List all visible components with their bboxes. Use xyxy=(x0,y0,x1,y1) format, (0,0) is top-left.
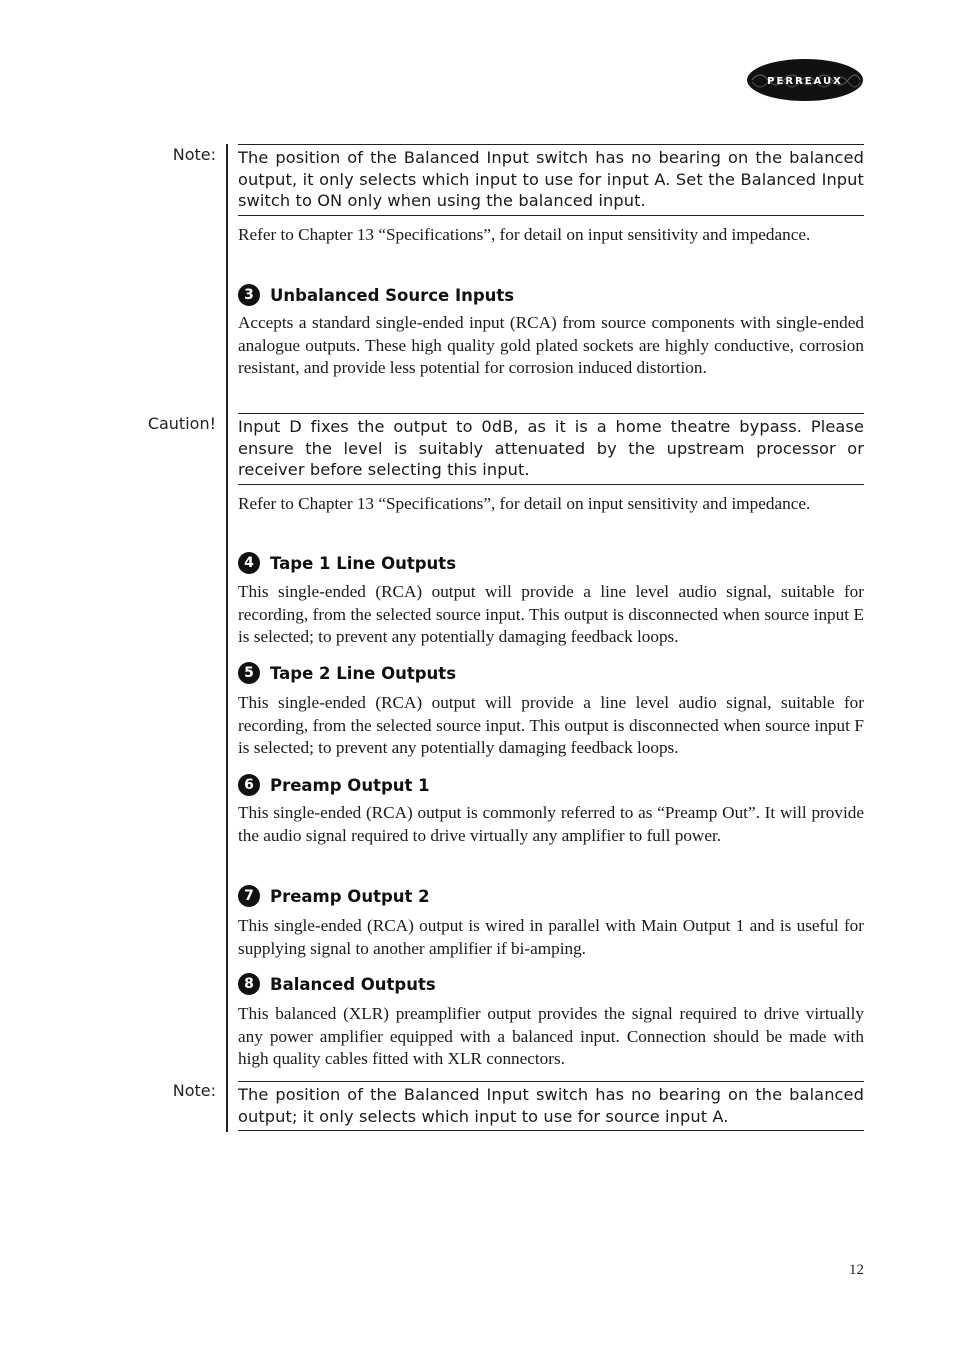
section-heading xyxy=(238,773,864,797)
section-body: This balanced (XLR) preamplifier output provides the signal required to drive virtually any power amplifier equipped with a balanced input. Connection should be made with high quality cables fitted with XLR connectors. xyxy=(238,1004,864,1068)
note-callout: The position of the Balanced Input switch has no bearing on the balanced output, it only selects which input to use for input A. Set the Balanced Input switch to ON only when using the balanced input. xyxy=(238,144,864,216)
margin-rule xyxy=(226,144,228,1132)
section-title: Tape 2 Line Outputs xyxy=(270,663,457,683)
logo-text: PERREAUX xyxy=(767,76,843,87)
section-number-badge: 4 xyxy=(238,552,260,574)
section-heading xyxy=(238,551,864,575)
section-body: This single-ended (RCA) output will provide a line level audio signal, suitable for recording, from the selected source input. This output is disconnected when source input F is selected; to prevent any potentially damaging feedback loops. xyxy=(238,693,864,757)
section-body: This single-ended (RCA) output will provide a line level audio signal, suitable for recording, from the selected source input. This output is disconnected when source input E is selected; to prevent any potentially damaging feedback loops. xyxy=(238,582,864,646)
section-heading xyxy=(238,661,864,685)
side-label-caution: Caution! xyxy=(147,414,216,433)
section-heading xyxy=(238,884,864,908)
section-title: Preamp Output 1 xyxy=(270,775,430,795)
refer-paragraph: Refer to Chapter 13 “Specifications”, for detail on input sensitivity and impedance. xyxy=(238,225,811,244)
section-number-badge: 7 xyxy=(238,885,260,907)
section-title: Preamp Output 2 xyxy=(270,886,430,906)
section-number-badge: 6 xyxy=(238,774,260,796)
section-title: Unbalanced Source Inputs xyxy=(270,285,515,305)
section-title: Balanced Outputs xyxy=(270,974,436,994)
side-label-note: Note: xyxy=(172,145,216,164)
section-body: This single-ended (RCA) output is commonly referred to as “Preamp Out”. It will provide the audio signal required to drive virtually any amplifier to full power. xyxy=(238,803,864,845)
section-title: Tape 1 Line Outputs xyxy=(270,553,457,573)
perreaux-logo xyxy=(746,58,864,102)
section-heading xyxy=(238,283,864,307)
section-body: This single-ended (RCA) output is wired in parallel with Main Output 1 and is useful for supplying signal to another amplifier if bi-amping. xyxy=(238,916,864,958)
side-label-note: Note: xyxy=(172,1081,216,1100)
section-number-badge: 8 xyxy=(238,973,260,995)
page-number: 12 xyxy=(849,1262,864,1278)
section-heading xyxy=(238,972,864,996)
section-body: Accepts a standard single-ended input (RCA) from source components with single-ended analogue outputs. These high quality gold plated sockets are highly conductive, corrosion resistant, and provide less potential for corrosion induced distortion. xyxy=(238,313,864,377)
section-number-badge: 3 xyxy=(238,284,260,306)
caution-callout: Input D fixes the output to 0dB, as it is a home theatre bypass. Please ensure the level is suitably attenuated by the upstream processor or receiver before selecting this input. xyxy=(238,413,864,485)
note-callout: The position of the Balanced Input switch has no bearing on the balanced output; it only selects which input to use for source input A. xyxy=(238,1081,864,1131)
refer-paragraph: Refer to Chapter 13 “Specifications”, for detail on input sensitivity and impedance. xyxy=(238,494,811,513)
section-number-badge: 5 xyxy=(238,662,260,684)
